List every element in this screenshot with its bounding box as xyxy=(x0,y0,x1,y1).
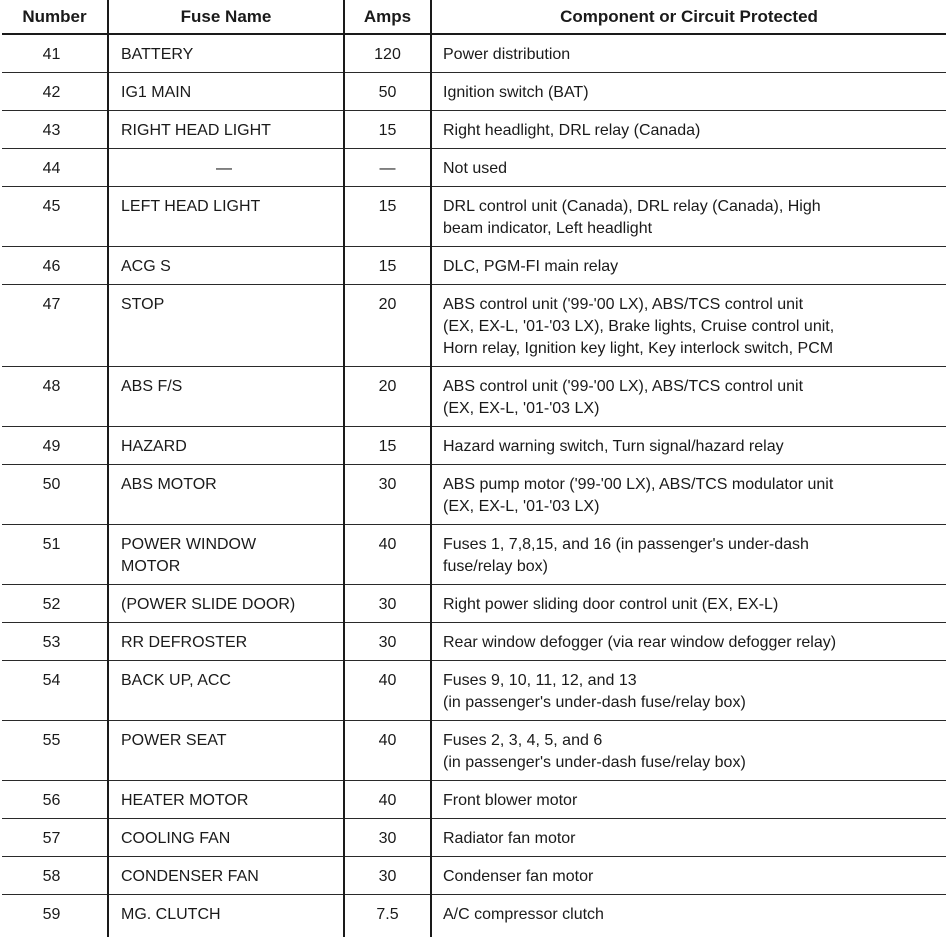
fuse-number: 42 xyxy=(2,73,108,111)
fuse-name: ACG S xyxy=(108,247,344,285)
fuse-component: DLC, PGM-FI main relay xyxy=(431,247,946,285)
table-row xyxy=(2,73,946,111)
table-row xyxy=(2,661,946,721)
fuse-number: 58 xyxy=(2,857,108,895)
fuse-amps: — xyxy=(344,149,431,187)
fuse-name: HAZARD xyxy=(108,427,344,465)
fuse-name: RIGHT HEAD LIGHT xyxy=(108,111,344,149)
table-row xyxy=(2,465,946,525)
fuse-component: Condenser fan motor xyxy=(431,857,946,895)
fuse-table-body xyxy=(2,34,946,937)
fuse-amps: 15 xyxy=(344,427,431,465)
fuse-number: 59 xyxy=(42,906,61,923)
fuse-name: ABS F/S xyxy=(108,367,344,427)
fuse-component: Front blower motor xyxy=(431,781,946,819)
fuse-name: (POWER SLIDE DOOR) xyxy=(108,585,344,623)
table-row xyxy=(2,247,946,285)
fuse-amps: 40 xyxy=(344,721,431,781)
fuse-amps: 15 xyxy=(344,247,431,285)
table-row xyxy=(2,111,946,149)
table-row xyxy=(2,427,946,465)
fuse-amps: 50 xyxy=(344,73,431,111)
fuse-amps: 120 xyxy=(344,34,431,73)
table-row xyxy=(2,285,946,367)
fuse-amps: 40 xyxy=(344,781,431,819)
fuse-component: Right headlight, DRL relay (Canada) xyxy=(431,111,946,149)
fuse-component: Rear window defogger (via rear window defogger relay) xyxy=(431,623,946,661)
fuse-amps: 15 xyxy=(344,111,431,149)
fuse-number: 56 xyxy=(2,781,108,819)
fuse-component: Not used xyxy=(431,149,946,187)
fuse-name: POWER WINDOW MOTOR xyxy=(108,525,344,585)
table-row xyxy=(2,585,946,623)
fuse-table xyxy=(2,0,946,937)
fuse-component: A/C compressor clutch xyxy=(431,895,946,937)
fuse-amps: 15 xyxy=(344,187,431,247)
fuse-name: RR DEFROSTER xyxy=(108,623,344,661)
fuse-number: 41 xyxy=(2,34,108,73)
fuse-component: Fuses 2, 3, 4, 5, and 6 (in passenger's under-dash fuse/relay box) xyxy=(431,721,946,781)
table-row xyxy=(2,819,946,857)
table-row xyxy=(2,149,946,187)
header-row xyxy=(2,0,946,34)
fuse-component: ABS control unit ('99-'00 LX), ABS/TCS control unit (EX, EX-L, '01-'03 LX), Brake lights, Cruise control unit, Horn relay, Ignition key light, Key interlock switch, PCM xyxy=(431,285,946,367)
fuse-number: 43 xyxy=(2,111,108,149)
fuse-component: Ignition switch (BAT) xyxy=(431,73,946,111)
fuse-name: CONDENSER FAN xyxy=(108,857,344,895)
table-row xyxy=(2,781,946,819)
table-row xyxy=(2,623,946,661)
fuse-name: POWER SEAT xyxy=(108,721,344,781)
table-row xyxy=(2,367,946,427)
fuse-name: STOP xyxy=(108,285,344,367)
header-component: Component or Circuit Protected xyxy=(431,0,946,34)
header-fuse-name: Fuse Name xyxy=(108,0,344,34)
fuse-name: MG. CLUTCH xyxy=(108,895,344,937)
fuse-number: 45 xyxy=(2,187,108,247)
fuse-amps: 30 xyxy=(344,585,431,623)
table-row xyxy=(2,187,946,247)
fuse-number: 44 xyxy=(2,149,108,187)
fuse-name: HEATER MOTOR xyxy=(108,781,344,819)
fuse-name: BATTERY xyxy=(108,34,344,73)
table-row xyxy=(2,34,946,73)
fuse-number: 49 xyxy=(2,427,108,465)
fuse-name: ABS MOTOR xyxy=(108,465,344,525)
table-row xyxy=(2,525,946,585)
fuse-component: Power distribution xyxy=(431,34,946,73)
table-row xyxy=(2,721,946,781)
fuse-component: Hazard warning switch, Turn signal/hazard relay xyxy=(431,427,946,465)
fuse-component: Fuses 9, 10, 11, 12, and 13 (in passenger's under-dash fuse/relay box) xyxy=(431,661,946,721)
fuse-number: 53 xyxy=(2,623,108,661)
fuse-amps: 7.5 xyxy=(344,895,431,937)
fuse-amps: 40 xyxy=(344,661,431,721)
fuse-number: 52 xyxy=(2,585,108,623)
fuse-name: LEFT HEAD LIGHT xyxy=(108,187,344,247)
fuse-component: ABS control unit ('99-'00 LX), ABS/TCS control unit (EX, EX-L, '01-'03 LX) xyxy=(431,367,946,427)
fuse-number: 50 xyxy=(2,465,108,525)
fuse-number: 51 xyxy=(2,525,108,585)
fuse-amps: 30 xyxy=(344,465,431,525)
fuse-component: Fuses 1, 7,8,15, and 16 (in passenger's under-dash fuse/relay box) xyxy=(431,525,946,585)
fuse-number: 48 xyxy=(2,367,108,427)
fuse-amps: 20 xyxy=(344,285,431,367)
fuse-number: 57 xyxy=(2,819,108,857)
fuse-component: ABS pump motor ('99-'00 LX), ABS/TCS modulator unit (EX, EX-L, '01-'03 LX) xyxy=(431,465,946,525)
table-row xyxy=(2,895,946,937)
fuse-number: 46 xyxy=(2,247,108,285)
header-number: Number xyxy=(2,0,108,34)
fuse-component: Right power sliding door control unit (EX, EX-L) xyxy=(431,585,946,623)
fuse-name: COOLING FAN xyxy=(108,819,344,857)
table-row xyxy=(2,857,946,895)
fuse-amps: 30 xyxy=(344,623,431,661)
fuse-name: IG1 MAIN xyxy=(108,73,344,111)
fuse-number: 47 xyxy=(2,285,108,367)
fuse-amps: 30 xyxy=(344,857,431,895)
fuse-number: 54 xyxy=(2,661,108,721)
fuse-amps: 20 xyxy=(344,367,431,427)
fuse-name: BACK UP, ACC xyxy=(108,661,344,721)
fuse-component: DRL control unit (Canada), DRL relay (Canada), High beam indicator, Left headlight xyxy=(431,187,946,247)
fuse-number: 55 xyxy=(2,721,108,781)
fuse-amps: 40 xyxy=(344,525,431,585)
fuse-name: — xyxy=(108,149,344,187)
header-amps: Amps xyxy=(344,0,431,34)
fuse-amps: 30 xyxy=(344,819,431,857)
fuse-component: Radiator fan motor xyxy=(431,819,946,857)
